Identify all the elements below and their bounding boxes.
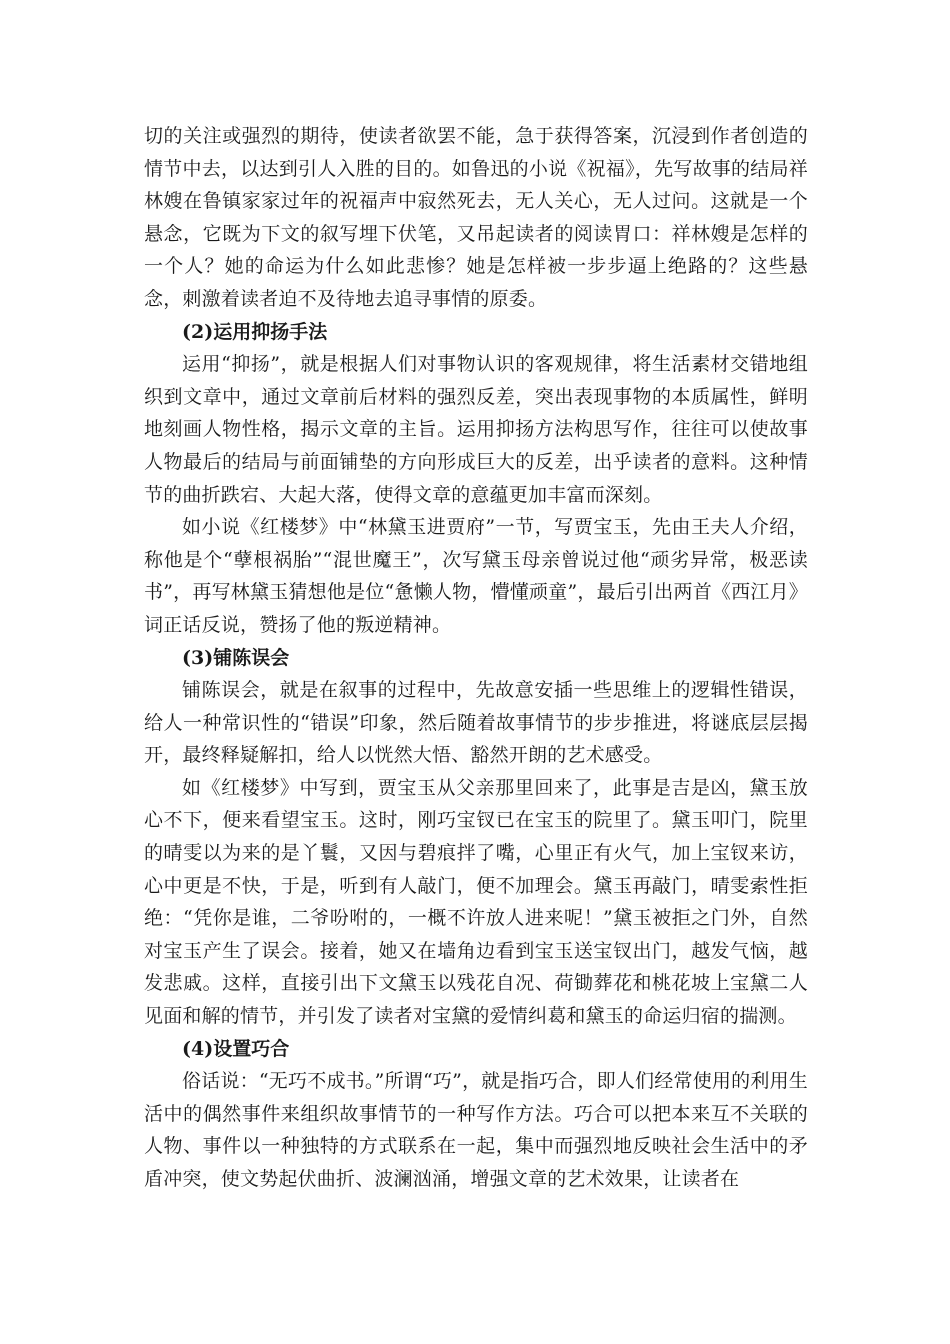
section-heading-coincidence: (4)设置巧合 — [182, 1037, 290, 1060]
paragraph-contrast-example: 如小说《红楼梦》中“林黛玉进贾府”一节，写贾宝玉，先由王夫人介绍，称他是个“孽根祸胎”“混世魔王”，次写黛玉母亲曾说过他“顽劣异常，极恶读书”，再写林黛玉猜想他是位“惫懒人物，懵懂顽童”，最后引出两首《西江月》词正话反说，赞扬了他的叛逆精神。 — [144, 516, 808, 636]
section-heading-misunderstanding: (3)铺陈误会 — [182, 646, 290, 669]
paragraph-misunderstanding-definition: 铺陈误会，就是在叙事的过程中，先故意安插一些思维上的逻辑性错误，给人一种常识性的“错误”印象，然后随着故事情节的步步推进，将谜底层层揭开，最终释疑解扣，给人以恍然大悟、豁然开朗的艺术感受。 — [144, 679, 808, 767]
paragraph-suspense-example: 切的关注或强烈的期待，使读者欲罢不能，急于获得答案，沉浸到作者创造的情节中去，以达到引人入胜的目的。如鲁迅的小说《祝福》，先写故事的结局祥林嫂在鲁镇家家过年的祝福声中寂然死去，无人关心，无人过问。这就是一个悬念，它既为下文的叙写埋下伏笔，又吊起读者的阅读胃口：祥林嫂是怎样的一个人？她的命运为什么如此悲惨？她是怎样被一步步逼上绝路的？这些悬念，刺激着读者迫不及待地去追寻事情的原委。 — [144, 125, 808, 310]
paragraph-misunderstanding-example: 如《红楼梦》中写到，贾宝玉从父亲那里回来了，此事是吉是凶，黛玉放心不下，便来看望宝玉。这时，刚巧宝钗已在宝玉的院里了。黛玉叩门，院里的晴雯以为来的是丫鬟，又因与碧痕拌了嘴，心里正有火气，加上宝钗来访，心中更是不快，于是，听到有人敲门，便不加理会。黛玉再敲门，晴雯索性拒绝：“凭你是谁，二爷吩咐的，一概不许放人进来呢！”黛玉被拒之门外，自然对宝玉产生了误会。接着，她又在墙角边看到宝玉送宝钗出门，越发气恼，越发悲戚。这样，直接引出下文黛玉以残花自况、荷锄葬花和桃花坡上宝黛二人见面和解的情节，并引发了读者对宝黛的爱情纠葛和黛玉的命运归宿的揣测。 — [144, 776, 808, 1028]
article-body — [144, 120, 808, 1196]
paragraph-coincidence-definition: 俗话说：“无巧不成书。”所谓“巧”，就是指巧合，即人们经常使用的利用生活中的偶然事件来组织故事情节的一种写作方法。巧合可以把本来互不关联的人物、事件以一种独特的方式联系在一起，集中而强烈地反映社会生活中的矛盾冲突，使文势起伏曲折、波澜汹涌，增强文章的艺术效果，让读者在 — [144, 1070, 808, 1190]
paragraph-contrast-definition: 运用“抑扬”，就是根据人们对事物认识的客观规律，将生活素材交错地组织到文章中，通过文章前后材料的强烈反差，突出表现事物的本质属性，鲜明地刻画人物性格，揭示文章的主旨。运用抑扬方法构思写作，往往可以使故事人物最后的结局与前面铺垫的方向形成巨大的反差，出乎读者的意料。这种情节的曲折跌宕、大起大落，使得文章的意蕴更加丰富而深刻。 — [144, 353, 808, 506]
section-heading-contrast: (2)运用抑扬手法 — [182, 320, 328, 343]
